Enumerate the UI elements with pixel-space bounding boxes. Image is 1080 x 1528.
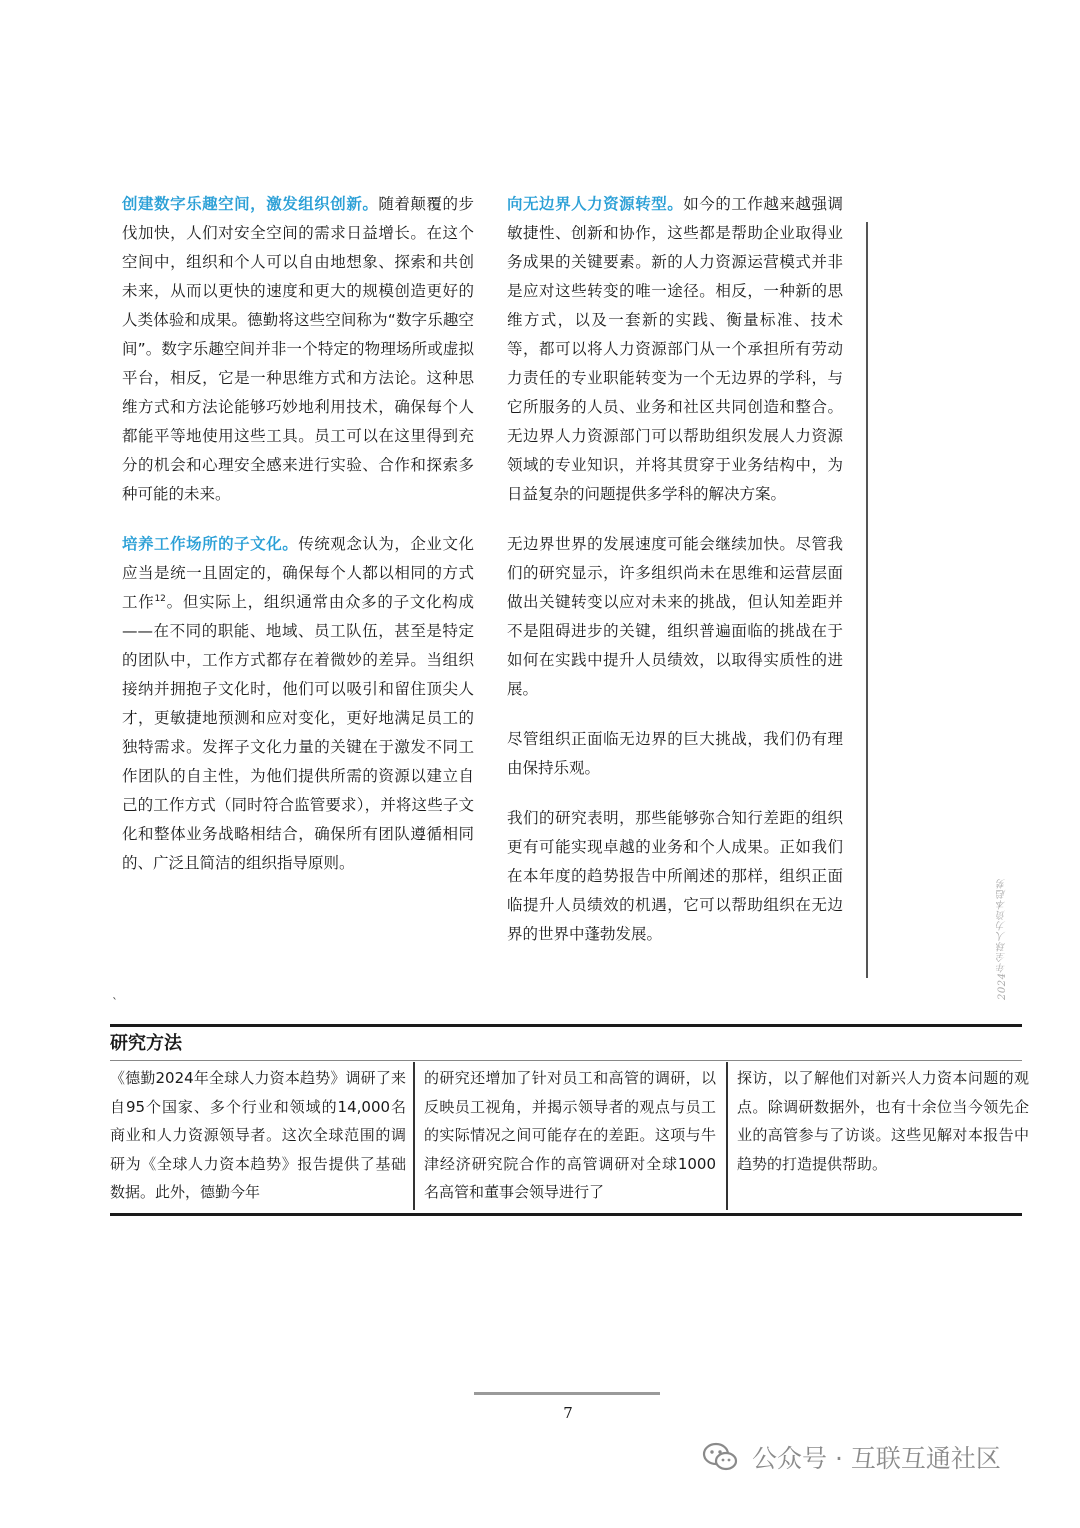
paragraph-body: 随着颠覆的步伐加快，人们对安全空间的需求日益增长。在这个空间中，组织和个人可以自由地想象、探索和共创未来，从而以更快的速度和更大的规模创造更好的人类体验和成果。德勤将这些空间称为“数字乐趣空间”。数字乐趣空间并非一个特定的物理场所或虚拟平台，相反，它是一种思维方式和方法论。这种思维方式和方法论能够巧妙地利用技术，确保每个人都能平等地使用这些工具。员工可以在这里得到充分的机会和心理安全感来进行实验、合作和探索多种可能的未来。 (122, 195, 474, 503)
paragraph-boundaryless-hr (507, 190, 843, 509)
paragraph-conclusion: 我们的研究表明，那些能够弥合知行差距的组织更有可能实现卓越的业务和个人成果。正如我们在本年度的趋势报告中所阐述的那样，组织正面临提升人员绩效的机遇，它可以帮助组织在无边界的世界中蓬勃发展。 (507, 809, 843, 943)
methodology-top-rule (110, 1024, 1022, 1027)
vertical-rule (866, 222, 868, 978)
footnote-ref[interactable]: 12 (154, 593, 166, 604)
watermark (700, 1433, 1001, 1481)
watermark-text: 公众号 · 互联互通社区 (752, 1444, 1001, 1473)
paragraph-optimism: 尽管组织正面临无边界的巨大挑战，我们仍有理由保持乐观。 (507, 730, 843, 777)
lead-heading: 创建数字乐趣空间，激发组织创新。 (122, 195, 379, 213)
wechat-icon (700, 1437, 740, 1477)
page-number: 7 (563, 1404, 573, 1422)
methodology-bottom-rule (110, 1213, 1022, 1216)
lead-heading: 向无边界人力资源转型。 (507, 195, 684, 213)
methodology-column-1: 《德勤2024年全球人力资本趋势》调研了来自95个国家、多个行业和领域的14,000名商业和人力资源领导者。这次全球范围的调研为《全球人力资本趋势》报告提供了基础数据。此外，德勤今年 (110, 1069, 406, 1201)
left-column (122, 190, 474, 899)
methodology-title: 研究方法 (110, 1033, 182, 1054)
right-column (507, 190, 843, 970)
paragraph-subculture (122, 530, 474, 878)
side-running-title: 2024年全球人力资本趋势 (997, 878, 1008, 1000)
methodology-column-3: 探访，以了解他们对新兴人力资本问题的观点。除调研数据外，也有十余位当今领先企业的高管参与了访谈。这些见解对本报告中趋势的打造提供帮助。 (737, 1069, 1029, 1173)
methodology-column-2: 的研究还增加了针对员工和高管的调研，以反映员工视角，并揭示领导者的观点与员工的实际情况之间可能存在的差距。这项与牛津经济研究院合作的高管调研对全球1000名高管和董事会领导进行了 (424, 1069, 716, 1201)
methodology-title-rule (110, 1060, 1022, 1061)
paragraph-body: 如今的工作越来越强调敏捷性、创新和协作，这些都是帮助企业取得业务成果的关键要素。新的人力资源运营模式并非是应对这些转变的唯一途径。相反，一种新的思维方式，以及一套新的实践、衡量标准、技术等，都可以将人力资源部门从一个承担所有劳动力责任的专业职能转变为一个无边界的学科，与它所服务的人员、业务和社区共同创造和整合。无边界人力资源部门可以帮助组织发展人力资源领域的专业知识，并将其贯穿于业务结构中，为日益复杂的问题提供多学科的解决方案。 (507, 195, 843, 503)
methodology-divider (726, 1062, 728, 1210)
stray-mark: ` (112, 996, 118, 1010)
paragraph-body: 传统观念认为，企业文化应当是统一且固定的，确保每个人都以相同的方式工作 (122, 535, 474, 611)
page-number-rule (474, 1392, 660, 1395)
lead-heading: 培养工作场所的子文化。 (122, 535, 299, 553)
paragraph-digital-fun-space (122, 190, 474, 509)
paragraph-pace: 无边界世界的发展速度可能会继续加快。尽管我们的研究显示，许多组织尚未在思维和运营层面做出关键转变以应对未来的挑战，但认知差距并不是阻碍进步的关键，组织普遍面临的挑战在于如何在实践中提升人员绩效，以取得实质性的进展。 (507, 535, 843, 698)
paragraph-body: 。但实际上，组织通常由众多的子文化构成——在不同的职能、地域、员工队伍，甚至是特定的团队中，工作方式都存在着微妙的差异。当组织接纳并拥抱子文化时，他们可以吸引和留住顶尖人才，更敏捷地预测和应对变化，更好地满足员工的独特需求。发挥子文化力量的关键在于激发不同工作团队的自主性，为他们提供所需的资源以建立自己的工作方式（同时符合监管要求），并将这些子文化和整体业务战略相结合，确保所有团队遵循相同的、广泛且简洁的组织指导原则。 (122, 593, 474, 872)
methodology-divider (413, 1062, 415, 1210)
